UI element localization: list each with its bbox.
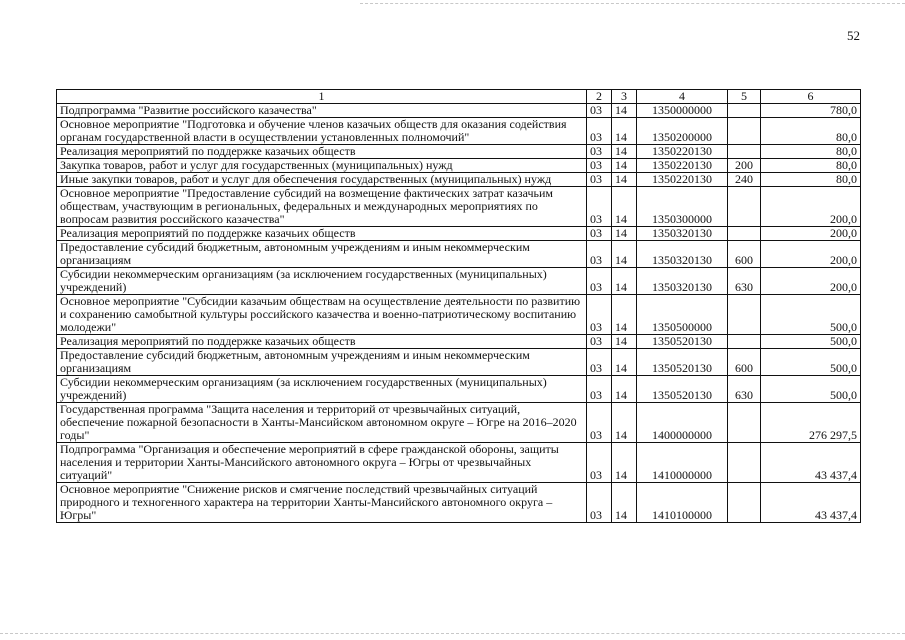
row-target-code-cell: 1350320130 xyxy=(637,268,728,295)
row-amount-cell: 780,0 xyxy=(761,104,861,118)
row-name-cell: Подпрограмма "Организация и обеспечение мероприятий в сфере гражданской обороны, защиты населения и территории Ханты-Мансийского автономного округа – Югры от чрезвычайных ситуаций" xyxy=(57,443,587,483)
row-expense-type-cell xyxy=(728,187,761,227)
scan-artifact-top xyxy=(360,3,905,4)
row-name-cell: Основное мероприятие "Подготовка и обучение членов казачьих обществ для оказания содействия органам государственной власти в осуществлении установленных полномочий" xyxy=(57,118,587,145)
row-amount-cell: 200,0 xyxy=(761,241,861,268)
row-section-cell: 03 xyxy=(587,483,612,523)
header-col-4: 4 xyxy=(637,90,728,104)
row-amount-cell: 43 437,4 xyxy=(761,483,861,523)
row-name-cell: Закупка товаров, работ и услуг для государственных (муниципальных) нужд xyxy=(57,159,587,173)
row-target-code-cell: 1350320130 xyxy=(637,227,728,241)
table-row xyxy=(57,335,861,349)
row-target-code-cell: 1350520130 xyxy=(637,376,728,403)
row-name-cell: Иные закупки товаров, работ и услуг для обеспечения государственных (муниципальных) нужд xyxy=(57,173,587,187)
row-amount-cell: 500,0 xyxy=(761,376,861,403)
row-target-code-cell: 1350520130 xyxy=(637,335,728,349)
row-target-code-cell: 1350520130 xyxy=(637,349,728,376)
row-expense-type-cell xyxy=(728,335,761,349)
row-subsection-cell: 14 xyxy=(612,145,637,159)
row-section-cell: 03 xyxy=(587,335,612,349)
row-target-code-cell: 1350220130 xyxy=(637,159,728,173)
row-name-cell: Основное мероприятие "Снижение рисков и смягчение последствий чрезвычайных ситуаций природного и техногенного характера на территории Ханты-Мансийского автономного округа – Югры" xyxy=(57,483,587,523)
row-target-code-cell: 1350300000 xyxy=(637,187,728,227)
row-subsection-cell: 14 xyxy=(612,241,637,268)
row-expense-type-cell: 630 xyxy=(728,376,761,403)
table-row xyxy=(57,403,861,443)
row-section-cell: 03 xyxy=(587,145,612,159)
row-target-code-cell: 1350220130 xyxy=(637,173,728,187)
table-row xyxy=(57,295,861,335)
row-expense-type-cell: 240 xyxy=(728,173,761,187)
row-subsection-cell: 14 xyxy=(612,403,637,443)
row-name-cell: Реализация мероприятий по поддержке казачьих обществ xyxy=(57,145,587,159)
row-amount-cell: 200,0 xyxy=(761,227,861,241)
row-subsection-cell: 14 xyxy=(612,187,637,227)
table-body xyxy=(57,90,861,523)
row-expense-type-cell xyxy=(728,443,761,483)
row-target-code-cell: 1350500000 xyxy=(637,295,728,335)
row-expense-type-cell xyxy=(728,145,761,159)
row-name-cell: Субсидии некоммерческим организациям (за исключением государственных (муниципальных) учреждений) xyxy=(57,376,587,403)
row-amount-cell: 500,0 xyxy=(761,335,861,349)
row-amount-cell: 80,0 xyxy=(761,173,861,187)
header-col-6: 6 xyxy=(761,90,861,104)
row-section-cell: 03 xyxy=(587,295,612,335)
row-section-cell: 03 xyxy=(587,104,612,118)
row-target-code-cell: 1410000000 xyxy=(637,443,728,483)
row-target-code-cell: 1350200000 xyxy=(637,118,728,145)
row-expense-type-cell xyxy=(728,483,761,523)
header-col-3: 3 xyxy=(612,90,637,104)
row-section-cell: 03 xyxy=(587,187,612,227)
table-row xyxy=(57,227,861,241)
row-amount-cell: 276 297,5 xyxy=(761,403,861,443)
header-col-2: 2 xyxy=(587,90,612,104)
row-name-cell: Предоставление субсидий бюджетным, автономным учреждениям и иным некоммерческим организациям xyxy=(57,241,587,268)
row-subsection-cell: 14 xyxy=(612,349,637,376)
row-name-cell: Основное мероприятие "Предоставление субсидий на возмещение фактических затрат казачьим обществам, участвующим в региональных, федеральных и международных мероприятиях по вопросам развития российского казачества" xyxy=(57,187,587,227)
row-amount-cell: 500,0 xyxy=(761,295,861,335)
row-section-cell: 03 xyxy=(587,268,612,295)
row-target-code-cell: 1400000000 xyxy=(637,403,728,443)
row-name-cell: Предоставление субсидий бюджетным, автономным учреждениям и иным некоммерческим организациям xyxy=(57,349,587,376)
row-target-code-cell: 1350320130 xyxy=(637,241,728,268)
row-name-cell: Реализация мероприятий по поддержке казачьих обществ xyxy=(57,227,587,241)
budget-table xyxy=(56,89,861,523)
row-subsection-cell: 14 xyxy=(612,159,637,173)
row-subsection-cell: 14 xyxy=(612,376,637,403)
table-row xyxy=(57,159,861,173)
row-expense-type-cell xyxy=(728,295,761,335)
row-amount-cell: 80,0 xyxy=(761,118,861,145)
table-row xyxy=(57,483,861,523)
row-section-cell: 03 xyxy=(587,403,612,443)
table-row xyxy=(57,268,861,295)
table-row xyxy=(57,443,861,483)
row-expense-type-cell: 630 xyxy=(728,268,761,295)
row-section-cell: 03 xyxy=(587,118,612,145)
row-section-cell: 03 xyxy=(587,173,612,187)
row-section-cell: 03 xyxy=(587,349,612,376)
table-row xyxy=(57,104,861,118)
row-expense-type-cell xyxy=(728,403,761,443)
row-amount-cell: 43 437,4 xyxy=(761,443,861,483)
row-subsection-cell: 14 xyxy=(612,483,637,523)
row-amount-cell: 200,0 xyxy=(761,268,861,295)
row-subsection-cell: 14 xyxy=(612,295,637,335)
row-subsection-cell: 14 xyxy=(612,173,637,187)
page-number: 52 xyxy=(847,28,860,43)
row-expense-type-cell xyxy=(728,104,761,118)
header-col-1: 1 xyxy=(57,90,587,104)
table-row xyxy=(57,241,861,268)
row-section-cell: 03 xyxy=(587,376,612,403)
row-target-code-cell: 1350000000 xyxy=(637,104,728,118)
table-row xyxy=(57,173,861,187)
row-subsection-cell: 14 xyxy=(612,268,637,295)
row-subsection-cell: 14 xyxy=(612,443,637,483)
row-expense-type-cell xyxy=(728,227,761,241)
row-section-cell: 03 xyxy=(587,227,612,241)
row-subsection-cell: 14 xyxy=(612,335,637,349)
row-section-cell: 03 xyxy=(587,443,612,483)
row-section-cell: 03 xyxy=(587,241,612,268)
row-section-cell: 03 xyxy=(587,159,612,173)
row-amount-cell: 500,0 xyxy=(761,349,861,376)
row-expense-type-cell: 600 xyxy=(728,349,761,376)
row-expense-type-cell xyxy=(728,118,761,145)
header-col-5: 5 xyxy=(728,90,761,104)
row-expense-type-cell: 200 xyxy=(728,159,761,173)
row-name-cell: Государственная программа "Защита населения и территорий от чрезвычайных ситуаций, обеспечение пожарной безопасности в Ханты-Мансийском автономном округе – Югре на 2016–2020 годы" xyxy=(57,403,587,443)
row-name-cell: Основное мероприятие "Субсидии казачьим обществам на осуществление деятельности по развитию и сохранению самобытной культуры российского казачества и военно-патриотическому воспитанию молодежи" xyxy=(57,295,587,335)
row-name-cell: Подпрограмма "Развитие российского казачества" xyxy=(57,104,587,118)
table-row xyxy=(57,145,861,159)
row-expense-type-cell: 600 xyxy=(728,241,761,268)
row-target-code-cell: 1410100000 xyxy=(637,483,728,523)
table-row xyxy=(57,118,861,145)
table-row xyxy=(57,349,861,376)
scan-artifact-bottom xyxy=(0,633,905,634)
row-name-cell: Реализация мероприятий по поддержке казачьих обществ xyxy=(57,335,587,349)
row-amount-cell: 80,0 xyxy=(761,159,861,173)
row-subsection-cell: 14 xyxy=(612,118,637,145)
row-target-code-cell: 1350220130 xyxy=(637,145,728,159)
table-row xyxy=(57,187,861,227)
table-header-row xyxy=(57,90,861,104)
row-subsection-cell: 14 xyxy=(612,104,637,118)
row-subsection-cell: 14 xyxy=(612,227,637,241)
table-row xyxy=(57,376,861,403)
row-name-cell: Субсидии некоммерческим организациям (за исключением государственных (муниципальных) учреждений) xyxy=(57,268,587,295)
row-amount-cell: 80,0 xyxy=(761,145,861,159)
row-amount-cell: 200,0 xyxy=(761,187,861,227)
